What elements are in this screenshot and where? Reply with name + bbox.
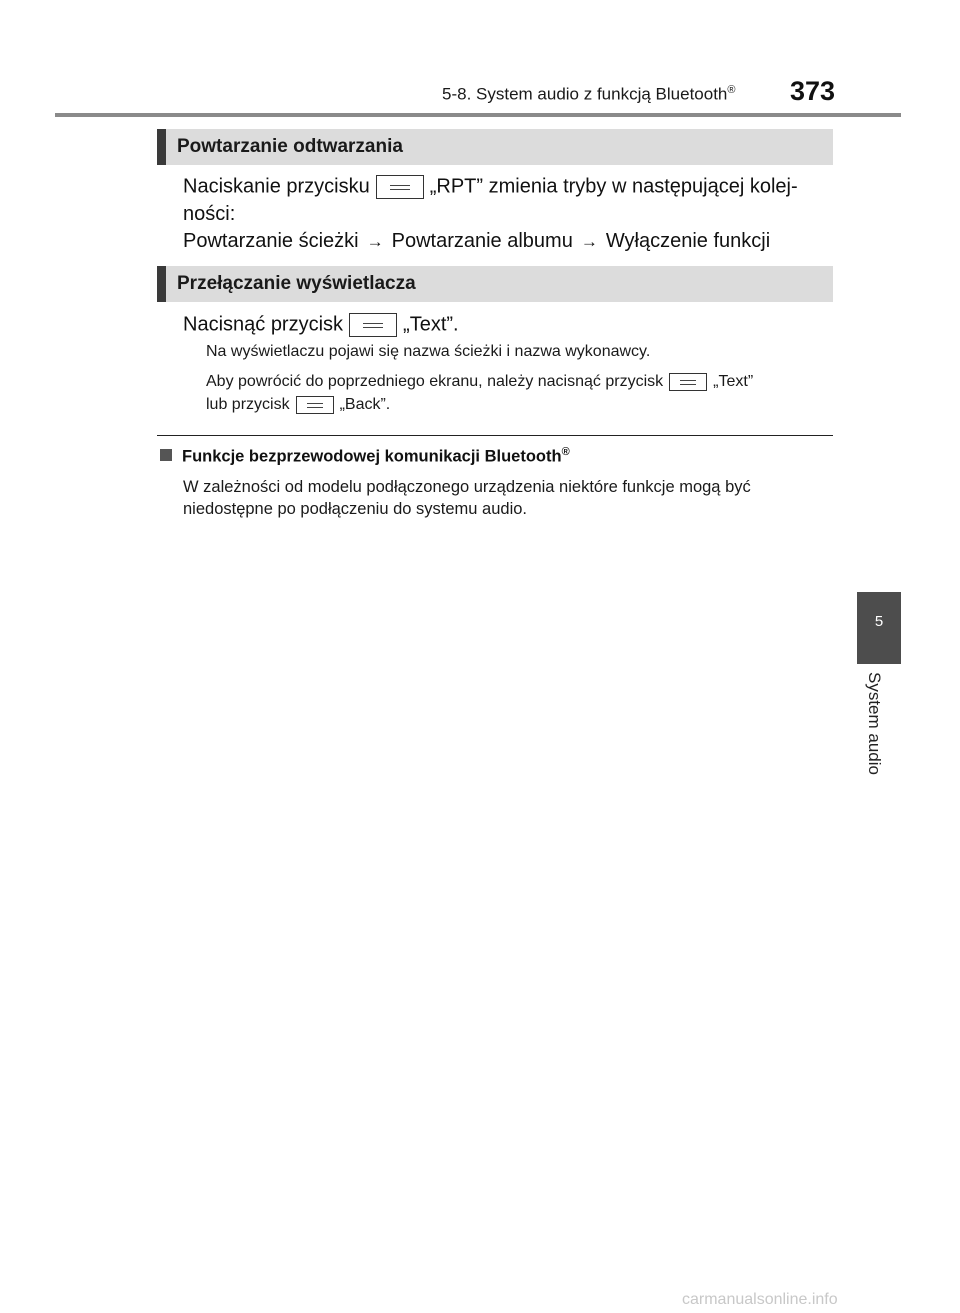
chapter-tab: 5 bbox=[857, 592, 901, 664]
chapter-tab-label: System audio bbox=[865, 672, 884, 775]
text-button-icon bbox=[669, 373, 707, 391]
info-line2: niedostępne po podłączeniu do systemu audio. bbox=[183, 500, 527, 518]
display-note1: Na wyświetlaczu pojawi się nazwa ścieżki i nazwa wykonawcy. bbox=[206, 343, 651, 360]
note-divider bbox=[157, 435, 833, 436]
repeat-instruction-line2: ności: bbox=[183, 203, 236, 225]
section-title-repeat: Powtarzanie odtwarzania bbox=[157, 129, 833, 165]
header-section-title: 5-8. System audio z funkcją Bluetooth® bbox=[442, 84, 736, 104]
display-note2: Aby powrócić do poprzedniego ekranu, należy nacisnąć przycisk „Text” bbox=[206, 373, 754, 391]
repeat-instruction-line1: Naciskanie przycisku „RPT” zmienia tryby w następującej kolej- bbox=[183, 175, 798, 198]
info-title: Funkcje bezprzewodowej komunikacji Bluetooth® bbox=[160, 446, 570, 467]
arrow-right-icon: → bbox=[366, 232, 384, 251]
text-button-icon bbox=[349, 313, 397, 337]
info-line1: W zależności od modelu podłączonego urządzenia niektóre funkcje mogą być bbox=[183, 478, 751, 496]
section-title-display: Przełączanie wyświetlacza bbox=[157, 266, 833, 302]
rpt-button-icon bbox=[376, 175, 424, 199]
back-button-icon bbox=[296, 396, 334, 414]
square-bullet-icon bbox=[160, 449, 172, 461]
display-note3: lub przycisk „Back”. bbox=[206, 396, 391, 414]
arrow-right-icon: → bbox=[580, 232, 598, 251]
repeat-mode-sequence: Powtarzanie ścieżki → Powtarzanie albumu → Wyłączenie funkcji bbox=[183, 230, 771, 252]
header-rule bbox=[55, 113, 901, 117]
registered-mark: ® bbox=[727, 84, 736, 96]
registered-mark: ® bbox=[561, 446, 570, 458]
page-number: 373 bbox=[790, 76, 836, 106]
watermark: carmanualsonline.info bbox=[682, 1291, 838, 1308]
display-instruction-line: Nacisnąć przycisk „Text”. bbox=[183, 313, 459, 336]
